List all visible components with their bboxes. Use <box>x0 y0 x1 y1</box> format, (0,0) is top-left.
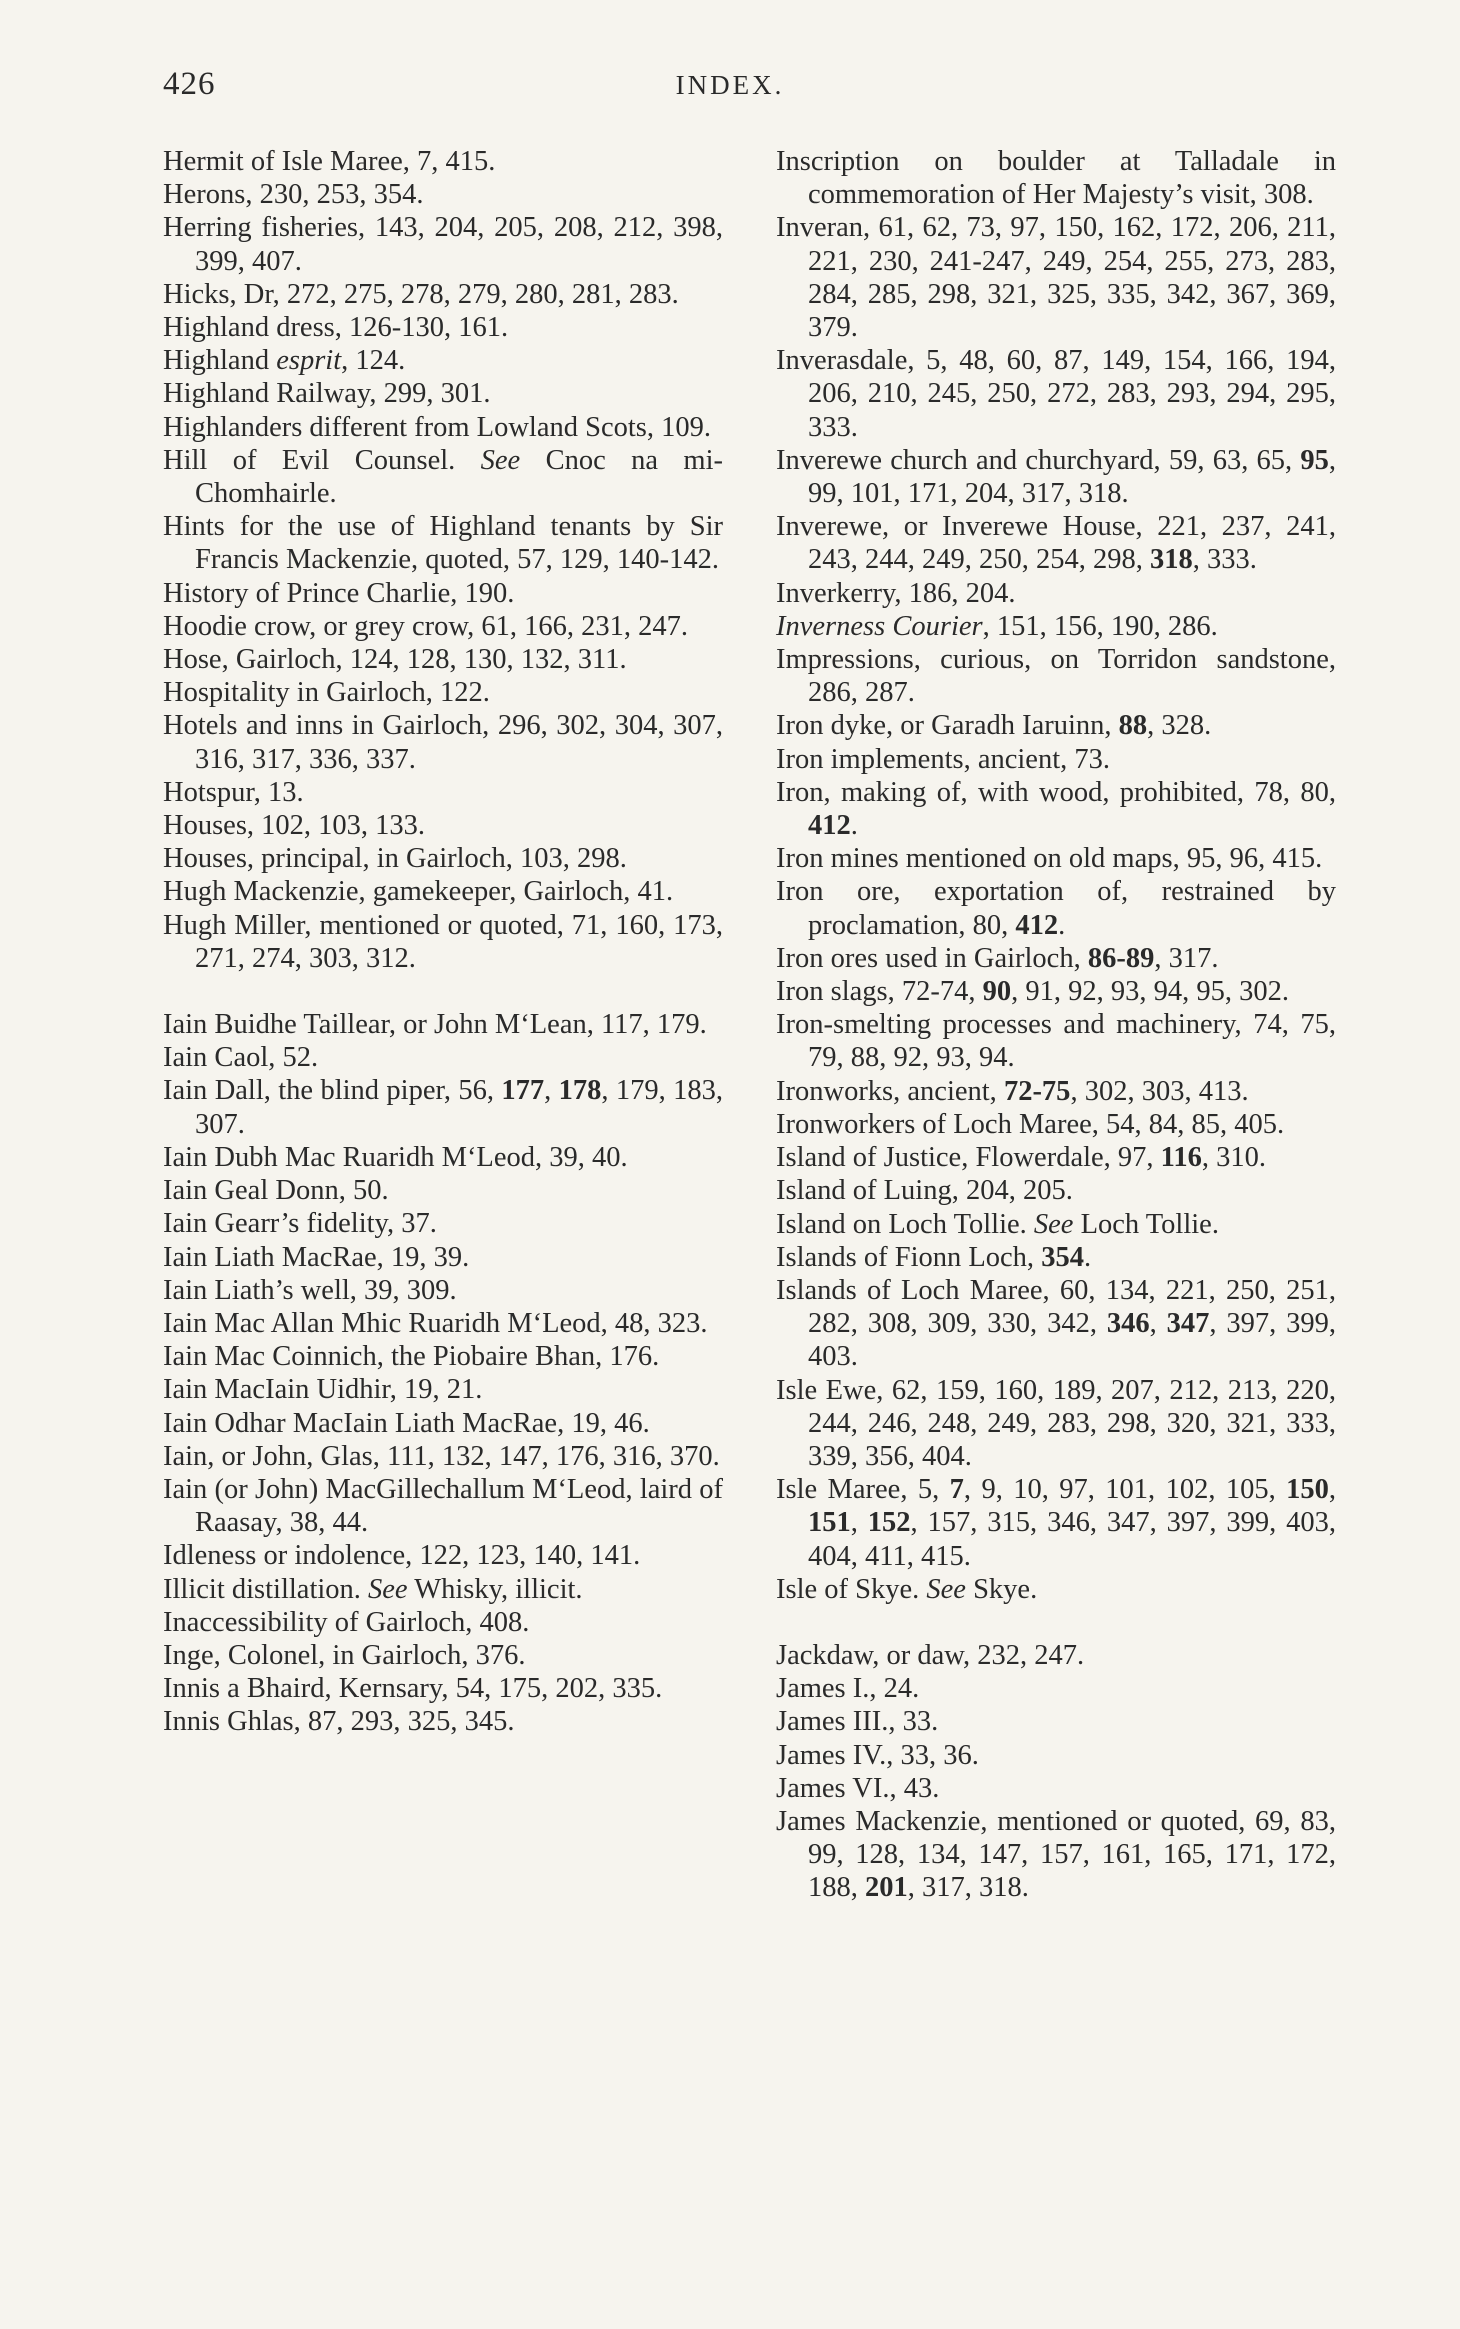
index-entry: Iain Dall, the blind piper, 56, 177, 178, 179, 183, 307. <box>163 1075 724 1140</box>
index-entry: Houses, principal, in Gairloch, 103, 298. <box>163 843 627 875</box>
index-entry: Island of Justice, Flowerdale, 97, 116, 310. <box>776 1142 1266 1174</box>
index-entry: Highland esprit, 124. <box>163 345 406 377</box>
page-title: INDEX. <box>675 70 785 100</box>
index-entry: Iain Odhar MacIain Liath MacRae, 19, 46. <box>163 1407 650 1439</box>
index-column-right <box>776 145 1336 1905</box>
index-entry: Iron slags, 72-74, 90, 91, 92, 93, 94, 95, 302. <box>776 976 1289 1008</box>
index-entry: Inveran, 61, 62, 73, 97, 150, 162, 172, 206, 211, 221, 230, 241-247, 249, 254, 255, 273, 283, 284, 285, 298, 321, 325, 335, 342, 367, 369, 379. <box>776 212 1336 344</box>
index-entry: Impressions, curious, on Torridon sandstone, 286, 287. <box>776 644 1336 709</box>
index-entry: Innis Ghlas, 87, 293, 325, 345. <box>163 1706 515 1738</box>
index-entry: Island on Loch Tollie. See Loch Tollie. <box>776 1208 1219 1240</box>
index-entry: Iain Buidhe Taillear, or John M‘Lean, 117, 179. <box>163 1009 707 1041</box>
index-entry: Iain, or John, Glas, 111, 132, 147, 176, 316, 370. <box>163 1440 720 1472</box>
index-entry: Isle Ewe, 62, 159, 160, 189, 207, 212, 213, 220, 244, 246, 248, 249, 283, 298, 320, 321, 333, 339, 356, 404. <box>776 1374 1336 1472</box>
index-entry: Ironworks, ancient, 72-75, 302, 303, 413. <box>776 1075 1249 1107</box>
index-entry: Iain Dubh Mac Ruaridh M‘Leod, 39, 40. <box>163 1141 628 1173</box>
index-entry: James III., 33. <box>776 1706 939 1738</box>
index-entry: Isle Maree, 5, 7, 9, 10, 97, 101, 102, 105, 150, 151, 152, 157, 315, 346, 347, 397, 399, 403, 404, 411, 415. <box>776 1474 1336 1572</box>
index-entry: James Mackenzie, mentioned or quoted, 69, 83, 99, 128, 134, 147, 157, 161, 165, 171, 172, 188, 201, 317, 318. <box>776 1805 1336 1904</box>
section-gap <box>163 975 723 1008</box>
index-entry: Iron implements, ancient, 73. <box>776 743 1110 775</box>
index-entry: Iron-smelting processes and machinery, 74, 75, 79, 88, 92, 93, 94. <box>776 1009 1336 1074</box>
index-entry: Iain Liath’s well, 39, 309. <box>163 1274 457 1306</box>
index-entry: Hugh Mackenzie, gamekeeper, Gairloch, 41. <box>163 876 674 908</box>
index-entry: Iron ores used in Gairloch, 86-89, 317. <box>776 942 1219 974</box>
index-entry: Highlanders different from Lowland Scots, 109. <box>163 411 711 443</box>
index-entry: Islands of Fionn Loch, 354. <box>776 1241 1092 1273</box>
index-entry: Herons, 230, 253, 354. <box>163 179 424 211</box>
index-entry: Hotels and inns in Gairloch, 296, 302, 304, 307, 316, 317, 336, 337. <box>163 710 723 775</box>
index-entry: Idleness or indolence, 122, 123, 140, 141. <box>163 1540 641 1572</box>
index-entry: Iron ore, exportation of, restrained by proclamation, 80, 412. <box>776 876 1336 941</box>
index-entry: Highland dress, 126-130, 161. <box>163 312 509 344</box>
index-entry: Illicit distillation. See Whisky, illicit. <box>163 1573 583 1605</box>
index-entry: Iain Geal Donn, 50. <box>163 1175 389 1207</box>
index-entry: Inverness Courier, 151, 156, 190, 286. <box>776 610 1218 642</box>
index-entry: Inverewe church and churchyard, 59, 63, 65, 95, 99, 101, 171, 204, 317, 318. <box>776 444 1336 510</box>
index-entry: Ironworkers of Loch Maree, 54, 84, 85, 405. <box>776 1108 1285 1140</box>
index-entry: James I., 24. <box>776 1673 920 1705</box>
page-number: 426 <box>163 66 216 102</box>
index-entry: Iain Mac Coinnich, the Piobaire Bhan, 176. <box>163 1341 660 1373</box>
index-entry: Hose, Gairloch, 124, 128, 130, 132, 311. <box>163 644 627 676</box>
index-entry: Inscription on boulder at Talladale in commemoration of Her Majesty’s visit, 308. <box>776 146 1336 211</box>
index-entry: Hotspur, 13. <box>163 776 304 808</box>
index-entry: Isle of Skye. See Skye. <box>776 1573 1038 1605</box>
index-entry: Inverkerry, 186, 204. <box>776 577 1016 609</box>
index-column-left <box>163 145 723 1739</box>
index-entry: Hoodie crow, or grey crow, 61, 166, 231, 247. <box>163 610 689 642</box>
index-entry: Houses, 102, 103, 133. <box>163 810 426 842</box>
index-entry: Hermit of Isle Maree, 7, 415. <box>163 146 496 177</box>
index-entry: Iain Gearr’s fidelity, 37. <box>163 1208 437 1240</box>
index-entry: Iron mines mentioned on old maps, 95, 96, 415. <box>776 843 1323 875</box>
index-entry: Herring fisheries, 143, 204, 205, 208, 212, 398, 399, 407. <box>163 212 723 277</box>
index-entry: Hicks, Dr, 272, 275, 278, 279, 280, 281, 283. <box>163 278 679 310</box>
index-entry: History of Prince Charlie, 190. <box>163 577 515 609</box>
index-entry: Island of Luing, 204, 205. <box>776 1175 1073 1207</box>
section-gap <box>776 1606 1336 1639</box>
index-entry: Iron dyke, or Garadh Iaruinn, 88, 328. <box>776 710 1212 742</box>
index-entry: Iain (or John) MacGillechallum M‘Leod, laird of Raasay, 38, 44. <box>163 1473 723 1539</box>
index-entry: Iain Caol, 52. <box>163 1042 319 1074</box>
index-entry: Hospitality in Gairloch, 122. <box>163 677 490 709</box>
index-entry: Iain MacIain Uidhir, 19, 21. <box>163 1374 483 1406</box>
index-entry: Hints for the use of Highland tenants by Sir Francis Mackenzie, quoted, 57, 129, 140-142. <box>163 511 723 576</box>
index-entry: Iron, making of, with wood, prohibited, 78, 80, 412. <box>776 776 1336 842</box>
index-entry: Highland Railway, 299, 301. <box>163 378 491 410</box>
index-entry: Hill of Evil Counsel. See Cnoc na mi-Chomhairle. <box>163 444 723 510</box>
index-entry: Hugh Miller, mentioned or quoted, 71, 160, 173, 271, 274, 303, 312. <box>163 909 723 974</box>
index-entry: Inaccessibility of Gairloch, 408. <box>163 1606 530 1638</box>
index-entry: Iain Mac Allan Mhic Ruaridh M‘Leod, 48, 323. <box>163 1307 708 1339</box>
index-entry: James IV., 33, 36. <box>776 1739 979 1771</box>
index-entry: Iain Liath MacRae, 19, 39. <box>163 1241 470 1273</box>
index-entry: Islands of Loch Maree, 60, 134, 221, 250, 251, 282, 308, 309, 330, 342, 346, 347, 397, 399, 403. <box>776 1274 1336 1373</box>
index-entry: Jackdaw, or daw, 232, 247. <box>776 1639 1085 1671</box>
index-entry: Inverasdale, 5, 48, 60, 87, 149, 154, 166, 194, 206, 210, 245, 250, 272, 283, 293, 294, 295, 333. <box>776 345 1336 443</box>
index-entry: Inge, Colonel, in Gairloch, 376. <box>163 1639 526 1671</box>
index-entry: Inverewe, or Inverewe House, 221, 237, 241, 243, 244, 249, 250, 254, 298, 318, 333. <box>776 511 1336 576</box>
index-entry: James VI., 43. <box>776 1772 940 1804</box>
index-entry: Innis a Bhaird, Kernsary, 54, 175, 202, 335. <box>163 1673 663 1705</box>
page-header <box>0 66 1460 116</box>
